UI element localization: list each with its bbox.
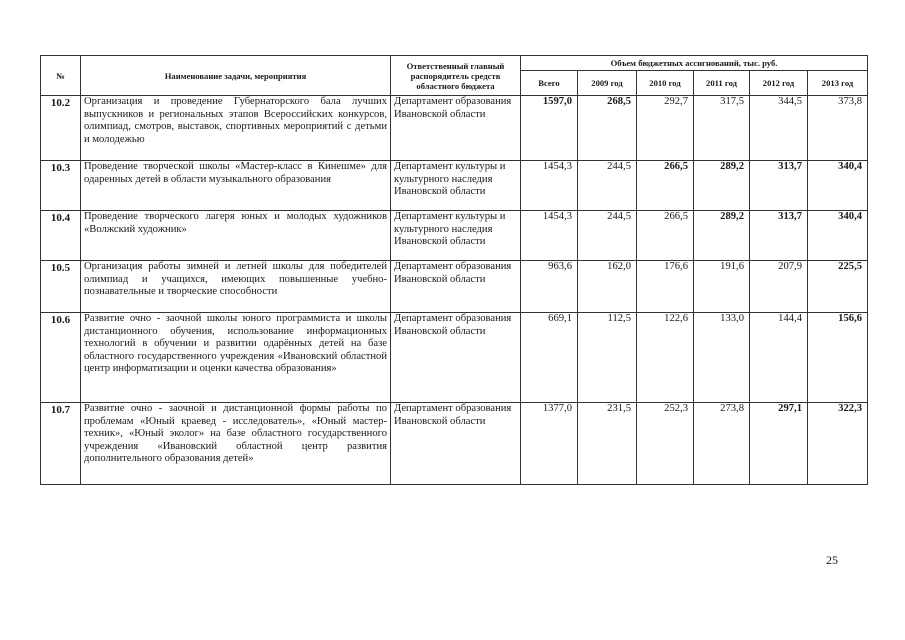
table-row bbox=[41, 96, 868, 161]
row-value-2009: 268,5 bbox=[578, 96, 637, 161]
row-value-2010: 252,3 bbox=[637, 403, 694, 485]
header-year: 2011 год bbox=[694, 71, 750, 96]
row-value-2013: 225,5 bbox=[808, 261, 868, 313]
row-responsible: Департамент образования Ивановской области bbox=[391, 403, 521, 485]
row-value-2011: 133,0 bbox=[694, 313, 750, 403]
header-year: 2010 год bbox=[637, 71, 694, 96]
row-value-2012: 313,7 bbox=[750, 161, 808, 211]
row-total: 963,6 bbox=[521, 261, 578, 313]
row-value-2012: 207,9 bbox=[750, 261, 808, 313]
header-responsible: Ответственный главный распорядитель средств областного бюджета bbox=[391, 56, 521, 96]
row-value-2011: 289,2 bbox=[694, 211, 750, 261]
row-value-2009: 162,0 bbox=[578, 261, 637, 313]
row-total: 1454,3 bbox=[521, 161, 578, 211]
row-value-2013: 340,4 bbox=[808, 211, 868, 261]
header-year: 2009 год bbox=[578, 71, 637, 96]
row-value-2010: 122,6 bbox=[637, 313, 694, 403]
row-value-2009: 244,5 bbox=[578, 161, 637, 211]
row-responsible: Департамент культуры и культурного наследия Ивановской области bbox=[391, 211, 521, 261]
row-total: 1377,0 bbox=[521, 403, 578, 485]
table-row bbox=[41, 313, 868, 403]
row-value-2013: 340,4 bbox=[808, 161, 868, 211]
row-responsible: Департамент культуры и культурного наследия Ивановской области bbox=[391, 161, 521, 211]
row-value-2010: 266,5 bbox=[637, 211, 694, 261]
row-value-2012: 144,4 bbox=[750, 313, 808, 403]
header-name: Наименование задачи, мероприятия bbox=[81, 56, 391, 96]
row-value-2011: 191,6 bbox=[694, 261, 750, 313]
row-value-2009: 244,5 bbox=[578, 211, 637, 261]
row-value-2009: 112,5 bbox=[578, 313, 637, 403]
row-id: 10.6 bbox=[41, 313, 81, 403]
row-value-2010: 176,6 bbox=[637, 261, 694, 313]
row-value-2012: 344,5 bbox=[750, 96, 808, 161]
row-value-2011: 317,5 bbox=[694, 96, 750, 161]
row-id: 10.5 bbox=[41, 261, 81, 313]
table-row bbox=[41, 261, 868, 313]
table-header-row bbox=[41, 56, 868, 71]
row-id: 10.2 bbox=[41, 96, 81, 161]
row-task: Проведение творческой школы «Мастер-класс в Кинешме» для одаренных детей в области музыкального образования bbox=[81, 161, 391, 211]
row-task: Развитие очно - заочной школы юного программиста и школы дистанционного обучения, использование информационных технологий в обучении и развитии одарённых детей на базе областного государственного учреждения «Ивановский областной центр информатизации и оценки качества образования» bbox=[81, 313, 391, 403]
row-value-2012: 313,7 bbox=[750, 211, 808, 261]
table-row bbox=[41, 161, 868, 211]
row-responsible: Департамент образования Ивановской области bbox=[391, 313, 521, 403]
row-id: 10.7 bbox=[41, 403, 81, 485]
row-task: Организация работы зимней и летней школы для победителей олимпиад и учащихся, имеющих повышенные учебно-познавательные и творческие способности bbox=[81, 261, 391, 313]
row-value-2011: 289,2 bbox=[694, 161, 750, 211]
header-year: 2013 год bbox=[808, 71, 868, 96]
table-row bbox=[41, 211, 868, 261]
row-task: Развитие очно - заочной и дистанционной формы работы по проблемам «Юный краевед - исследователь», «Юный мастер-техник», «Юный эколог» на базе областного государственного учреждения «Ивановский областной центр развития дополнительного образования детей» bbox=[81, 403, 391, 485]
header-budget-group: Объем бюджетных ассигнований, тыс. руб. bbox=[521, 56, 868, 71]
row-value-2013: 373,8 bbox=[808, 96, 868, 161]
row-value-2013: 156,6 bbox=[808, 313, 868, 403]
row-id: 10.3 bbox=[41, 161, 81, 211]
budget-table bbox=[40, 55, 868, 485]
row-value-2010: 292,7 bbox=[637, 96, 694, 161]
row-value-2009: 231,5 bbox=[578, 403, 637, 485]
row-value-2011: 273,8 bbox=[694, 403, 750, 485]
header-total: Всего bbox=[521, 71, 578, 96]
row-id: 10.4 bbox=[41, 211, 81, 261]
page-number: 25 bbox=[826, 553, 838, 567]
row-total: 669,1 bbox=[521, 313, 578, 403]
header-num: № bbox=[41, 56, 81, 96]
row-value-2012: 297,1 bbox=[750, 403, 808, 485]
row-responsible: Департамент образования Ивановской области bbox=[391, 96, 521, 161]
row-value-2013: 322,3 bbox=[808, 403, 868, 485]
row-value-2010: 266,5 bbox=[637, 161, 694, 211]
row-total: 1597,0 bbox=[521, 96, 578, 161]
header-year: 2012 год bbox=[750, 71, 808, 96]
row-responsible: Департамент образования Ивановской области bbox=[391, 261, 521, 313]
row-task: Проведение творческого лагеря юных и молодых художников «Волжский художник» bbox=[81, 211, 391, 261]
row-total: 1454,3 bbox=[521, 211, 578, 261]
table-row bbox=[41, 403, 868, 485]
row-task: Организация и проведение Губернаторского бала лучших выпускников и региональных этапов Всероссийских конкурсов, олимпиад, смотров, выставок, спортивных мероприятий с детьми и молодежью bbox=[81, 96, 391, 161]
